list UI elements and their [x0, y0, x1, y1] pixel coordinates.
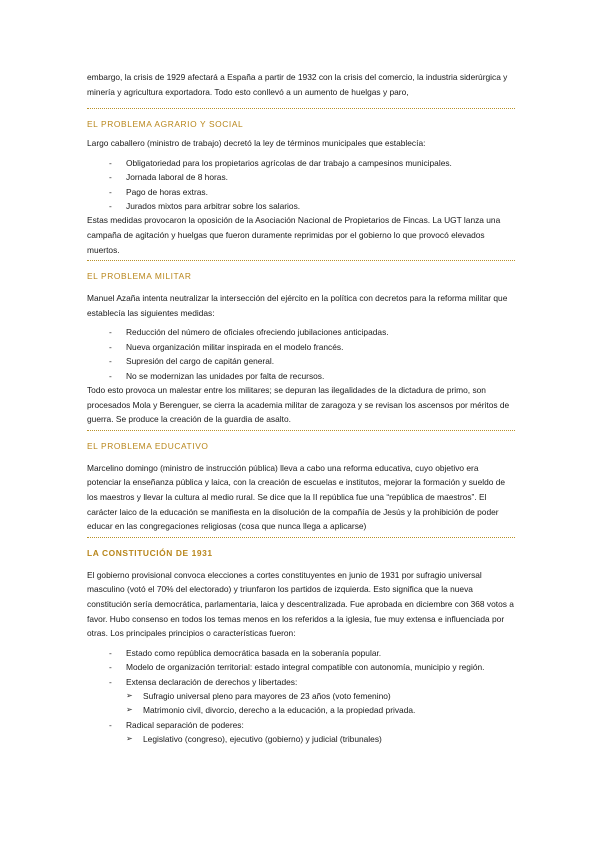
- intro-paragraph: embargo, la crisis de 1929 afectará a España a partir de 1932 con la crisis del comercio, la industria siderúrgica y minería y agricultura exportadora. Todo esto conllevó a un aumento de huelgas y paro,: [87, 72, 508, 97]
- section-heading: EL PROBLEMA EDUCATIVO: [87, 440, 209, 451]
- sub-list: [126, 689, 515, 718]
- list-item: - Pago de horas extras.: [87, 185, 515, 199]
- arrow-bullet-icon: ➢: [126, 734, 133, 744]
- bullet-list: [87, 156, 515, 214]
- list-item: - Supresión del cargo de capitán general.: [87, 354, 515, 368]
- section-closing: Estas medidas provocaron la oposición de la Asociación Nacional de Propietarios de Fincas. La UGT lanza una campaña de agitación y huelgas que fueron duramente reprimidas por el gobierno lo que provocó elevados muertos.: [87, 215, 501, 255]
- section-divider: [87, 427, 515, 431]
- list-item: - Extensa declaración de derechos y libertades: ➢ Sufragio universal pleno para mayores de 23 años (voto femenino) ➢ Matrimonio civil, divorcio, derecho a la educación, a la propiedad privada.: [87, 675, 515, 718]
- section-divider: [87, 257, 515, 261]
- section-agrario: [87, 118, 515, 257]
- section-educativo: [87, 440, 515, 534]
- sub-list-item: ➢ Legislativo (congreso), ejecutivo (gobierno) y judicial (tribunales): [126, 732, 515, 746]
- section-lead: Manuel Azaña intenta neutralizar la intersección del ejército en la política con decretos para la reforma militar que establecía las siguientes medidas:: [87, 293, 508, 318]
- dash-bullet: -: [109, 647, 112, 658]
- document-page: [87, 70, 515, 747]
- section-divider: [87, 105, 515, 109]
- list-item: - Estado como república democrática basada en la soberanía popular.: [87, 646, 515, 660]
- list-item: - Reducción del número de oficiales ofreciendo jubilaciones anticipadas.: [87, 325, 515, 339]
- bullet-list: [87, 325, 515, 383]
- dash-bullet: -: [109, 327, 112, 338]
- sub-list-item: ➢ Matrimonio civil, divorcio, derecho a la educación, a la propiedad privada.: [126, 703, 515, 717]
- dash-bullet: -: [109, 201, 112, 211]
- section-divider: [87, 534, 515, 538]
- section-constitucion: [87, 547, 515, 747]
- dash-bullet: -: [109, 662, 112, 673]
- dash-bullet: -: [109, 719, 112, 730]
- dash-bullet: -: [109, 341, 112, 352]
- bullet-list: [87, 646, 515, 747]
- list-item: - Jurados mixtos para arbitrar sobre los salarios.: [87, 199, 515, 213]
- dash-bullet: -: [109, 370, 112, 381]
- dash-bullet: -: [109, 356, 112, 367]
- list-item: - Jornada laboral de 8 horas.: [87, 170, 515, 184]
- section-lead: El gobierno provisional convoca elecciones a cortes constituyentes en junio de 1931 por sufragio universal masculino (votó el 70% del electorado) y triunfaron los partidos de izquierda. Esto significa que la nueva constitución sería democrática, parlamentaria, laica y descentralizada. Fue aprobada en diciembre con 368 votos a favor. Hubo consenso en todos los temas menos en los referidos a la iglesia, fue muy extensa e influenciada por otras. Los principales principios o características fueron:: [87, 569, 514, 639]
- list-item: - Nueva organización militar inspirada en el modelo francés.: [87, 340, 515, 354]
- dash-bullet: -: [109, 172, 112, 183]
- section-closing: Todo esto provoca un malestar entre los militares; se depuran las ilegalidades de la dictadura de primo, son procesados Mola y Berenguer, se cierra la academia militar de zaragoza y se revisan los ascensos por méritos de guerra. Se produce la creación de la guardia de asalto.: [87, 385, 510, 425]
- section-heading: EL PROBLEMA AGRARIO Y SOCIAL: [87, 119, 244, 130]
- sub-list: [126, 732, 515, 746]
- arrow-bullet-icon: ➢: [126, 705, 133, 715]
- section-lead: Largo caballero (ministro de trabajo) decretó la ley de términos municipales que establecía:: [87, 138, 426, 149]
- section-militar: [87, 270, 515, 427]
- list-item: - No se modernizan las unidades por falta de recursos.: [87, 369, 515, 383]
- sub-list-item: ➢ Sufragio universal pleno para mayores de 23 años (voto femenino): [126, 689, 515, 703]
- section-body: Marcelino domingo (ministro de instrucción pública) lleva a cabo una reforma educativa, cuyo objetivo era potenciar la enseñanza pública y laica, con la creación de escuelas e institutos, mejorar la formación y sueldo de los maestros y llevar la cultura al medio rural. Se dice que la II república fue una “república de maestros”. El carácter laico de la educación se manifiesta en la disolución de la compañía de Jesús y la prohibición de poder educar en las congregaciones religiosas (cosa que nunca llega a aplicarse): [87, 462, 506, 532]
- dash-bullet: -: [109, 676, 112, 687]
- arrow-bullet-icon: ➢: [126, 690, 133, 700]
- list-item: - Obligatoriedad para los propietarios agrícolas de dar trabajo a campesinos municipales.: [87, 156, 515, 170]
- list-item: - Modelo de organización territorial: estado integral compatible con autonomía, municipio y región.: [87, 660, 515, 674]
- section-heading: EL PROBLEMA MILITAR: [87, 271, 192, 282]
- section-heading: LA CONSTITUCIÓN DE 1931: [87, 547, 213, 558]
- dash-bullet: -: [109, 186, 112, 197]
- dash-bullet: -: [109, 157, 112, 168]
- list-item: - Radical separación de poderes: ➢ Legislativo (congreso), ejecutivo (gobierno) y judicial (tribunales): [87, 718, 515, 747]
